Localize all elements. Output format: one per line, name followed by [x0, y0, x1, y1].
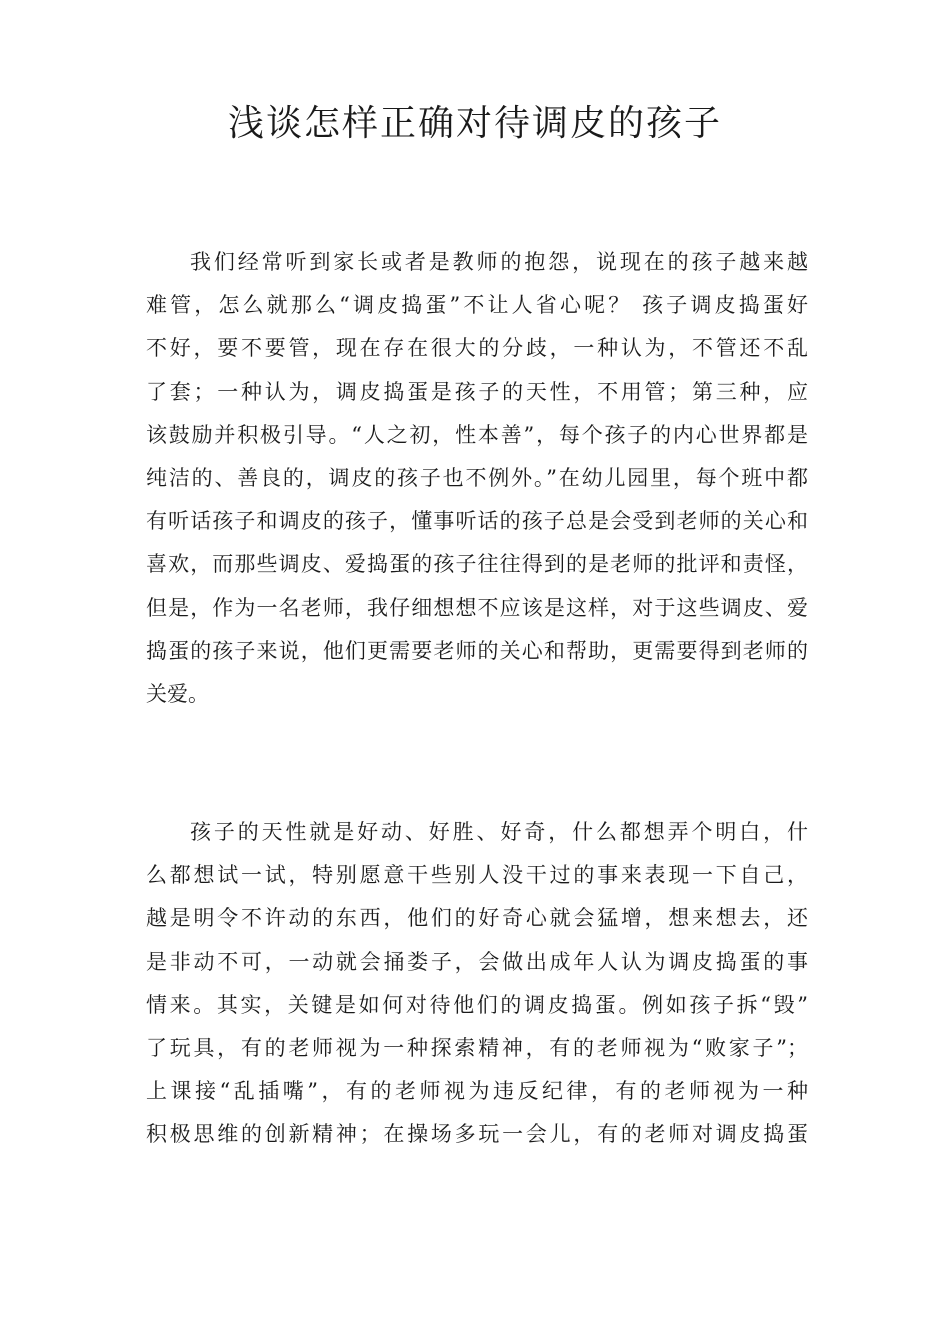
text-line: 该鼓励并积极引导。“人之初，性本善”，每个孩子的内心世界都是: [146, 422, 808, 447]
paragraph-1: [146, 241, 808, 716]
text-line: 喜欢，而那些调皮、爱捣蛋的孩子往往得到的是老师的批评和责怪，: [146, 552, 808, 577]
text-line: 有听话孩子和调皮的孩子，懂事听话的孩子总是会受到老师的关心和: [146, 509, 808, 534]
text-line: 我们经常听到家长或者是教师的抱怨，说现在的孩子越来越: [190, 250, 808, 274]
text-line: 情来。其实，关键是如何对待他们的调皮捣蛋。例如孩子拆“毁”: [146, 992, 808, 1017]
text-line: 了玩具，有的老师视为一种探索精神，有的老师视为“败家子”；: [146, 1035, 808, 1060]
text-line: 难管，怎么就那么“调皮捣蛋”不让人省心呢？ 孩子调皮捣蛋好: [146, 293, 808, 318]
text-line: 么都想试一试，特别愿意干些别人没干过的事来表现一下自己，: [146, 863, 808, 888]
document-title: 浅谈怎样正确对待调皮的孩子: [227, 103, 722, 144]
paragraph-2: [146, 811, 808, 1157]
text-line: 积极思维的创新精神；在操场多玩一会儿，有的老师对调皮捣蛋: [146, 1122, 808, 1147]
text-line: 捣蛋的孩子来说，他们更需要老师的关心和帮助，更需要得到老师的: [146, 638, 808, 663]
text-line: 越是明令不许动的东西，他们的好奇心就会猛增，想来想去，还: [146, 906, 808, 931]
text-line: 但是，作为一名老师，我仔细想想不应该是这样，对于这些调皮、爱: [146, 595, 808, 620]
text-line: 了套；一种认为，调皮捣蛋是孩子的天性，不用管；第三种，应: [146, 379, 808, 404]
text-line: 纯洁的、善良的，调皮的孩子也不例外。”在幼儿园里，每个班中都: [146, 465, 808, 490]
text-line: 上课接“乱插嘴”，有的老师视为违反纪律，有的老师视为一种: [146, 1079, 808, 1104]
text-line: 孩子的天性就是好动、好胜、好奇，什么都想弄个明白，什: [190, 820, 808, 844]
text-line: 不好，要不要管，现在存在很大的分歧，一种认为，不管还不乱: [146, 336, 808, 361]
text-line: 关爱。: [146, 681, 209, 706]
text-line: 是非动不可，一动就会捅娄子，会做出成年人认为调皮捣蛋的事: [146, 949, 808, 974]
